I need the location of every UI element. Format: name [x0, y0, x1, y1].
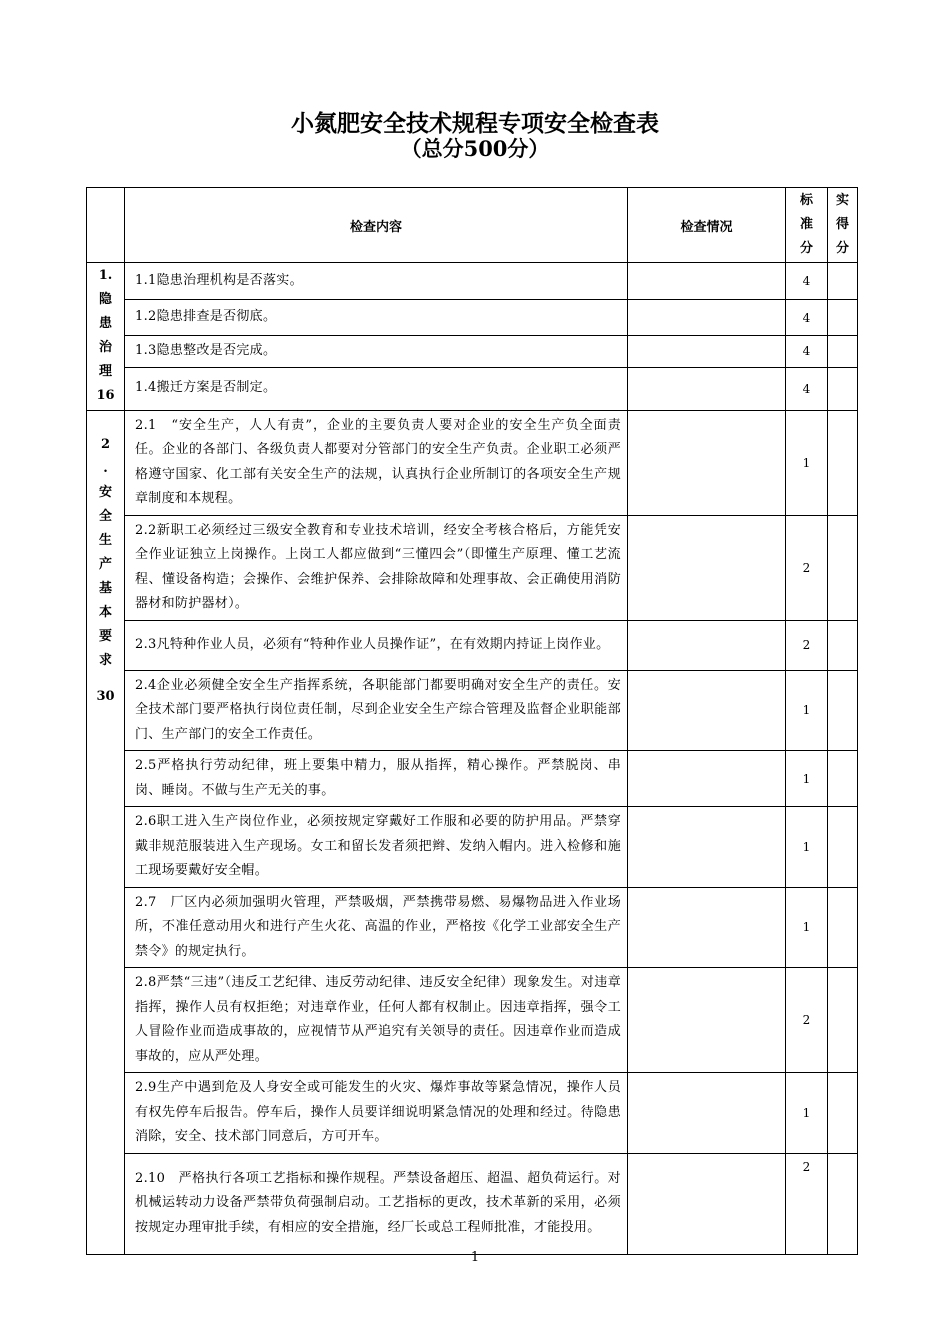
- item-content: 2.6职工进入生产岗位作业，必须按规定穿戴好工作服和必要的防护用品。严禁穿戴非规范服装进入生产现场。女工和留长发者须把辫、发纳入帽内。进入检修和施工现场要戴好安全帽。: [125, 807, 628, 888]
- actual-score-cell[interactable]: [828, 751, 858, 807]
- document-subtitle: （总分500分）: [400, 136, 550, 161]
- check-cell[interactable]: [628, 887, 786, 968]
- check-cell[interactable]: [628, 968, 786, 1073]
- header-section-cell: [87, 188, 125, 263]
- item-content: 2.8严禁“三违”（违反工艺纪律、违反劳动纪律、违反安全纪律）现象发生。对违章指挥，操作人员有权拒绝；对违章作业，任何人都有权制止。因违章指挥，强令工人冒险作业而造成事故的，应视情节从严追究有关领导的责任。因违章作业而造成事故的，应从严处理。: [125, 968, 628, 1073]
- actual-score-cell[interactable]: [828, 300, 858, 336]
- standard-score: 2: [786, 968, 828, 1073]
- check-cell[interactable]: [628, 367, 786, 410]
- item-content: 2.3凡特种作业人员，必须有“特种作业人员操作证”，在有效期内持证上岗作业。: [125, 620, 628, 670]
- actual-score-cell[interactable]: [828, 263, 858, 300]
- section-label-hazard-control: 1. 隐 患 治 理 16: [87, 263, 125, 411]
- table-row: [87, 300, 858, 336]
- table-row: [87, 1073, 858, 1154]
- item-content: 1.2隐患排查是否彻底。: [125, 300, 628, 336]
- table-row: [87, 515, 858, 620]
- standard-score: 2: [786, 515, 828, 620]
- actual-score-cell[interactable]: [828, 1073, 858, 1154]
- actual-score-cell[interactable]: [828, 807, 858, 888]
- table-row: [87, 670, 858, 751]
- section-label-basic-requirements: 2 . 安 全 生 产 基 本 要 求 30: [87, 410, 125, 1254]
- page-number: 1: [470, 1250, 480, 1265]
- table-row: [87, 410, 858, 515]
- check-cell[interactable]: [628, 336, 786, 368]
- check-cell[interactable]: [628, 620, 786, 670]
- item-content: 1.4搬迁方案是否制定。: [125, 367, 628, 410]
- table-row: [87, 620, 858, 670]
- standard-score: 1: [786, 410, 828, 515]
- item-content: 1.1隐患治理机构是否落实。: [125, 263, 628, 300]
- actual-score-cell[interactable]: [828, 887, 858, 968]
- table-row: [87, 887, 858, 968]
- table-row: [87, 1153, 858, 1254]
- standard-score: 4: [786, 367, 828, 410]
- check-cell[interactable]: [628, 300, 786, 336]
- table-row: [87, 367, 858, 410]
- table-row: [87, 807, 858, 888]
- actual-score-cell[interactable]: [828, 968, 858, 1073]
- standard-score: 1: [786, 1073, 828, 1154]
- check-cell[interactable]: [628, 263, 786, 300]
- document-title: 小氮肥安全技术规程专项安全检查表: [291, 110, 659, 137]
- check-cell[interactable]: [628, 515, 786, 620]
- table-row: [87, 336, 858, 368]
- table-row: [87, 263, 858, 300]
- item-content: 1.3隐患整改是否完成。: [125, 336, 628, 368]
- check-cell[interactable]: [628, 410, 786, 515]
- item-content: 2.9生产中遇到危及人身安全或可能发生的火灾、爆炸事故等紧急情况，操作人员有权先停车后报告。停车后，操作人员要详细说明紧急情况的处理和经过。待隐患消除，安全、技术部门同意后，方可开车。: [125, 1073, 628, 1154]
- actual-score-cell[interactable]: [828, 515, 858, 620]
- table-header-row: [87, 188, 858, 263]
- actual-score-cell[interactable]: [828, 410, 858, 515]
- standard-score: 4: [786, 336, 828, 368]
- item-content: 2.10 严格执行各项工艺指标和操作规程。严禁设备超压、超温、超负荷运行。对机械运转动力设备严禁带负荷强制启动。工艺指标的更改，技术革新的采用，必须按规定办理审批手续，有相应的安全措施，经厂长或总工程师批准，才能投用。: [125, 1153, 628, 1254]
- actual-score-cell[interactable]: [828, 336, 858, 368]
- standard-score: 1: [786, 670, 828, 751]
- standard-score: 1: [786, 807, 828, 888]
- actual-score-cell[interactable]: [828, 620, 858, 670]
- check-cell[interactable]: [628, 670, 786, 751]
- header-actual-score: 实 得 分: [828, 188, 858, 263]
- check-cell[interactable]: [628, 1073, 786, 1154]
- standard-score: 2: [786, 1153, 828, 1254]
- actual-score-cell[interactable]: [828, 670, 858, 751]
- item-content: 2.4企业必须健全安全生产指挥系统，各职能部门都要明确对安全生产的责任。安全技术部门要严格执行岗位责任制，尽到企业安全生产综合管理及监督企业职能部门、生产部门的安全工作责任。: [125, 670, 628, 751]
- standard-score: 1: [786, 751, 828, 807]
- inspection-table: [86, 187, 858, 1255]
- standard-score: 4: [786, 263, 828, 300]
- standard-score: 4: [786, 300, 828, 336]
- item-content: 2.7 厂区内必须加强明火管理，严禁吸烟，严禁携带易燃、易爆物品进入作业场所，不准任意动用火和进行产生火花、高温的作业，严格按《化学工业部安全生产禁令》的规定执行。: [125, 887, 628, 968]
- standard-score: 2: [786, 620, 828, 670]
- header-check: 检查情况: [628, 188, 786, 263]
- header-content: 检查内容: [125, 188, 628, 263]
- actual-score-cell[interactable]: [828, 367, 858, 410]
- table-row: [87, 968, 858, 1073]
- check-cell[interactable]: [628, 1153, 786, 1254]
- standard-score: 1: [786, 887, 828, 968]
- actual-score-cell[interactable]: [828, 1153, 858, 1254]
- item-content: 2.2新职工必须经过三级安全教育和专业技术培训，经安全考核合格后，方能凭安全作业证独立上岗操作。上岗工人都应做到“三懂四会”（即懂生产原理、懂工艺流程、懂设备构造；会操作、会维护保养、会排除故障和处理事故、会正确使用消防器材和防护器材）。: [125, 515, 628, 620]
- check-cell[interactable]: [628, 751, 786, 807]
- item-content: 2.5严格执行劳动纪律，班上要集中精力，服从指挥，精心操作。严禁脱岗、串岗、睡岗。不做与生产无关的事。: [125, 751, 628, 807]
- item-content: 2.1 “安全生产，人人有责”，企业的主要负责人要对企业的安全生产负全面责任。企业的各部门、各级负责人都要对分管部门的安全生产负责。企业职工必须严格遵守国家、化工部有关安全生产的法规，认真执行企业所制订的各项安全生产规章制度和本规程。: [125, 410, 628, 515]
- check-cell[interactable]: [628, 807, 786, 888]
- table-row: [87, 751, 858, 807]
- header-standard-score: 标 准 分: [786, 188, 828, 263]
